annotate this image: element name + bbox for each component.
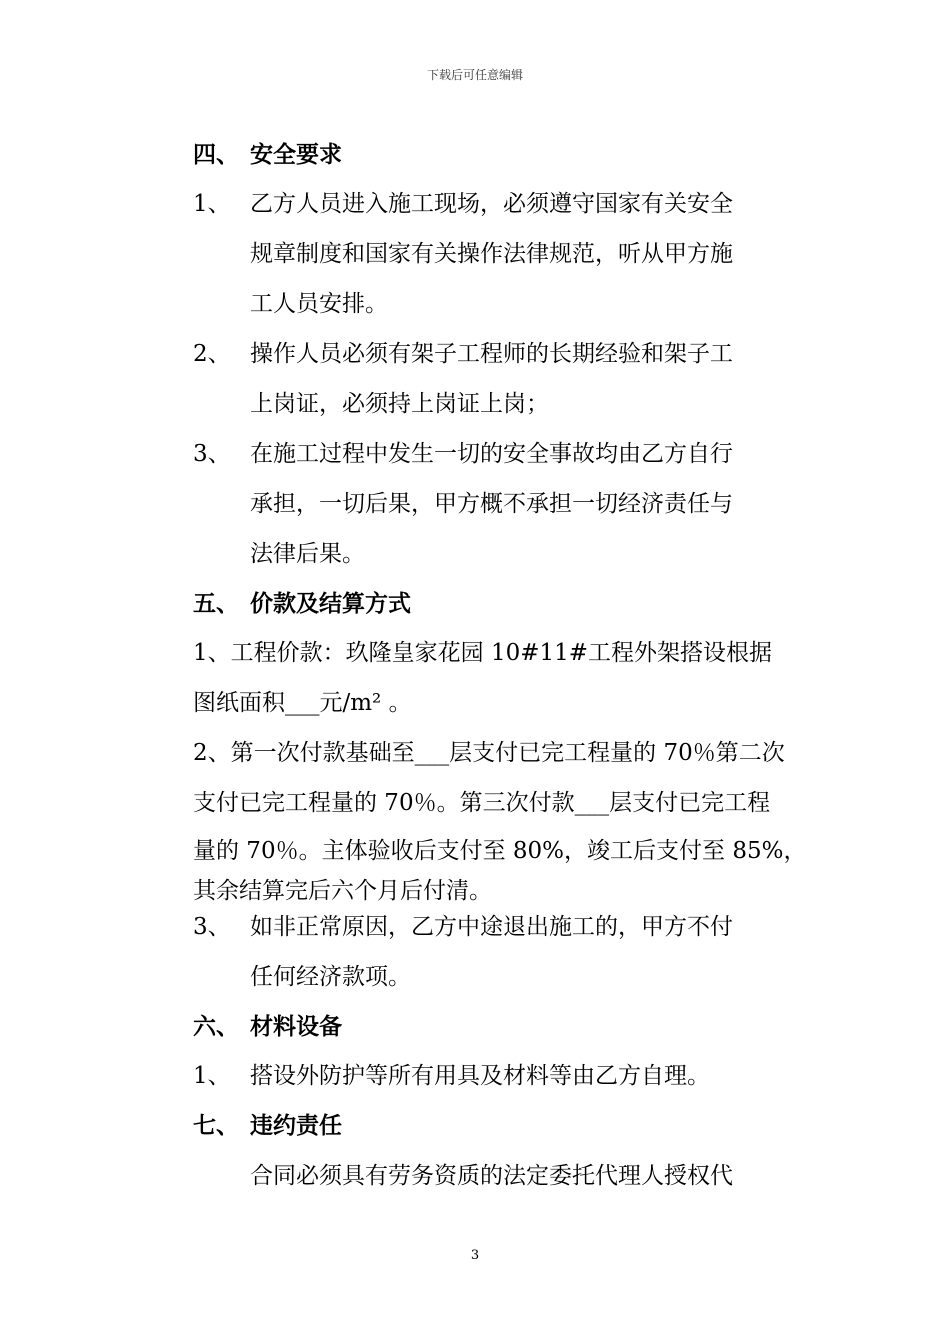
paragraph-text: 2、第一次付款基础至___层支付已完工程量的 70％第二次 [193, 740, 785, 766]
item-text: 操作人员必须有架子工程师的长期经验和架子工 [250, 341, 733, 367]
section-number: 五、 [193, 590, 239, 617]
section-title: 材料设备 [250, 1013, 342, 1040]
item-number: 1、 [193, 1063, 231, 1089]
item-text: 工人员安排。 [250, 291, 388, 317]
page-header: 下载后可任意编辑 [426, 68, 523, 82]
item-text: 搭设外防护等所有用具及材料等由乙方自理。 [250, 1063, 710, 1089]
item-text: 乙方人员进入施工现场，必须遵守国家有关安全 [250, 191, 733, 217]
item-text: 法律后果。 [250, 541, 365, 567]
paragraph-text: 1、工程价款：玖隆皇家花园 10#11#工程外架搭设根据 [193, 640, 773, 666]
paragraph-text: 其余结算完后六个月后付清。 [193, 878, 492, 904]
item-text: 规章制度和国家有关操作法律规范，听从甲方施 [250, 241, 733, 267]
item-text: 上岗证，必须持上岗证上岗； [250, 391, 549, 417]
section-title: 价款及结算方式 [250, 590, 411, 617]
paragraph-text: 量的 70％。主体验收后支付至 80%，竣工后支付至 85%， [193, 838, 807, 864]
item-text: 任何经济款项。 [250, 964, 411, 990]
item-number: 3、 [193, 441, 231, 467]
paragraph-text: 合同必须具有劳务资质的法定委托代理人授权代 [250, 1163, 733, 1189]
item-number: 3、 [193, 914, 231, 940]
section-title: 违约责任 [250, 1112, 342, 1139]
section-number: 四、 [193, 141, 239, 168]
item-text: 如非正常原因，乙方中途退出施工的，甲方不付 [250, 914, 733, 940]
item-text: 在施工过程中发生一切的安全事故均由乙方自行 [250, 441, 733, 467]
section-number: 六、 [193, 1013, 239, 1040]
page-number: 3 [470, 1248, 480, 1263]
item-number: 2、 [193, 341, 231, 367]
item-number: 1、 [193, 191, 231, 217]
section-title: 安全要求 [250, 141, 342, 168]
paragraph-text: 图纸面积___元/m² 。 [193, 690, 412, 716]
section-number: 七、 [193, 1112, 239, 1139]
paragraph-text: 支付已完工程量的 70％。第三次付款___层支付已完工程 [193, 790, 771, 816]
item-text: 承担，一切后果，甲方概不承担一切经济责任与 [250, 491, 733, 517]
